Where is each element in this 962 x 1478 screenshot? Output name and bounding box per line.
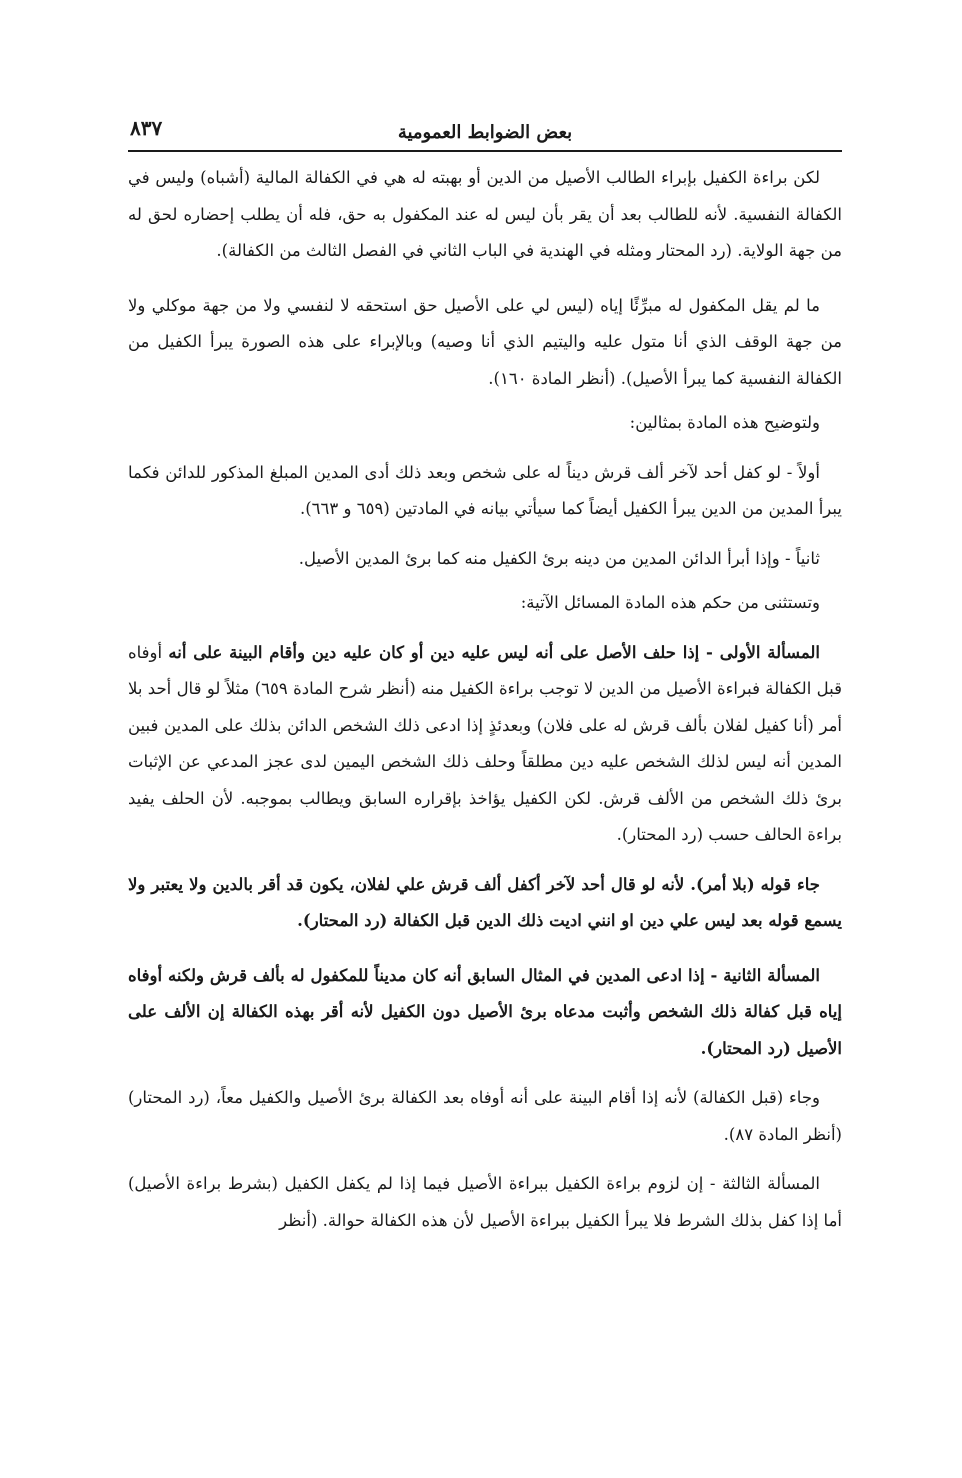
paragraph-issue-1-note: جاء قوله (بلا أمر). لأنه لو قال أحد لآخر أكفل ألف قرش علي لفلان، يكون قد أقر بالدين ولا يعتبر ولا يسمع قوله بعد ليس علي دين او انني اديت ذلك الدين قبل الكفالة (رد المحتار). <box>128 874 842 930</box>
paragraph-mubarri: ما لم يقل المكفول له مبرِّئًا إياه (ليس لي على الأصيل حق استحقه لا لنفسي ولا من جهة موكلي ولا من جهة الوقف الذي أنا متول عليه واليتيم الذي أنا وصيه) وبالإبراء على هذه الصورة يبرأ الكفيل من الكفالة النفسية كما يبرأ الأصيل). (أنظر المادة ١٦٠). <box>128 295 842 388</box>
page-body <box>128 152 842 1239</box>
book-page <box>128 110 842 1239</box>
paragraph-issue-2: المسألة الثانية - إذا ادعى المدين في المثال السابق أنه كان مديناً للمكفول له بألف قرش ولكنه أوفاه إياه قبل كفالة ذلك الشخص وأثبت مدعاه برئ الأصيل دون الكفيل لأنه أقر بهذه الكفالة إن الألف على الأصيل (رد المحتار). <box>128 965 842 1058</box>
paragraph-issue-3 <box>128 1166 842 1239</box>
paragraph-bara-kafil: لكن براءة الكفيل بإبراء الطالب الأصيل من الدين أو بهبته له هي في الكفالة المالية (أشباه) وليس في الكفالة النفسية. لأنه للطالب بعد أن يقر بأن ليس له عند المكفول به حق، فله أن يطلب إحضاره لحق له من جهة الولاية. (رد المحتار ومثله في الهندية في الباب الثاني في الفصل الثالث من الكفالة). <box>128 168 842 260</box>
page-header <box>128 110 842 152</box>
paragraph-exceptions-intro: وتستثنى من حكم هذه المادة المسائل الآتية: <box>520 593 820 612</box>
issue-3-text: - إن لزوم براءة الكفيل ببراءة الأصيل فيما إذا لم يكفل الكفيل (بشرط براءة الأصيل) أما إذا كفل بذلك الشرط فلا يبرأ الكفيل ببراءة الأصيل لأن هذه الكفالة حوالة. (أنظر <box>128 1174 842 1230</box>
page-number: ٨٣٧ <box>130 116 163 140</box>
paragraph-issue-2-note: وجاء (قبل الكفالة) لأنه إذا أقام البينة على أنه أوفاه بعد الكفالة برئ الأصيل والكفيل معاً، (رد المحتار) (أنظر المادة ٨٧). <box>128 1088 842 1144</box>
issue-1-lead: المسألة الأولى - إذا حلف الأصل على أنه ليس عليه دين أو كان عليه دين وأقام البينة على أنه <box>168 642 821 662</box>
paragraph-issue-1 <box>128 635 842 854</box>
issue-1-text: أوفاه قبل الكفالة فبراءة الأصيل من الدين لا توجب براءة الكفيل منه (أنظر شرح المادة ٦٥٩) مثلاً لو قال أحد بلا أمر (أنا كفيل لفلان بألف قرش له على فلان) وبعدئذٍ إذا ادعى ذلك الشخص الدائن بذلك على المدين فبين المدين أنه ليس لذلك الشخص عليه دين مطلقاً وحلف ذلك الشخص اليمين لدى عجز المدعي عن الإثبات برئ ذلك الشخص من الألف قرش. لكن الكفيل يؤاخذ بإقراره السابق ويطالب بموجبه. لأن الحلف يفيد براءة الحالف حسب (رد المحتار). <box>128 642 842 844</box>
paragraph-examples-intro: ولتوضيح هذه المادة بمثالين: <box>629 413 820 432</box>
paragraph-example-first: أولاً - لو كفل أحد لآخر ألف قرش ديناً له على شخص وبعد ذلك أدى المدين المبلغ المذكور للدائن فكما يبرأ المدين من الدين يبرأ الكفيل أيضاً كما سيأتي بيانه في المادتين (٦٥٩ و ٦٦٣). <box>128 462 842 518</box>
issue-3-lead: المسألة الثالثة <box>722 1174 820 1193</box>
running-title: بعض الضوابط العمومية <box>397 122 573 143</box>
paragraph-example-second: ثانياً - وإذا أبرأ الدائن المدين من دينه برئ الكفيل منه كما برئ المدين الأصيل. <box>298 548 820 568</box>
